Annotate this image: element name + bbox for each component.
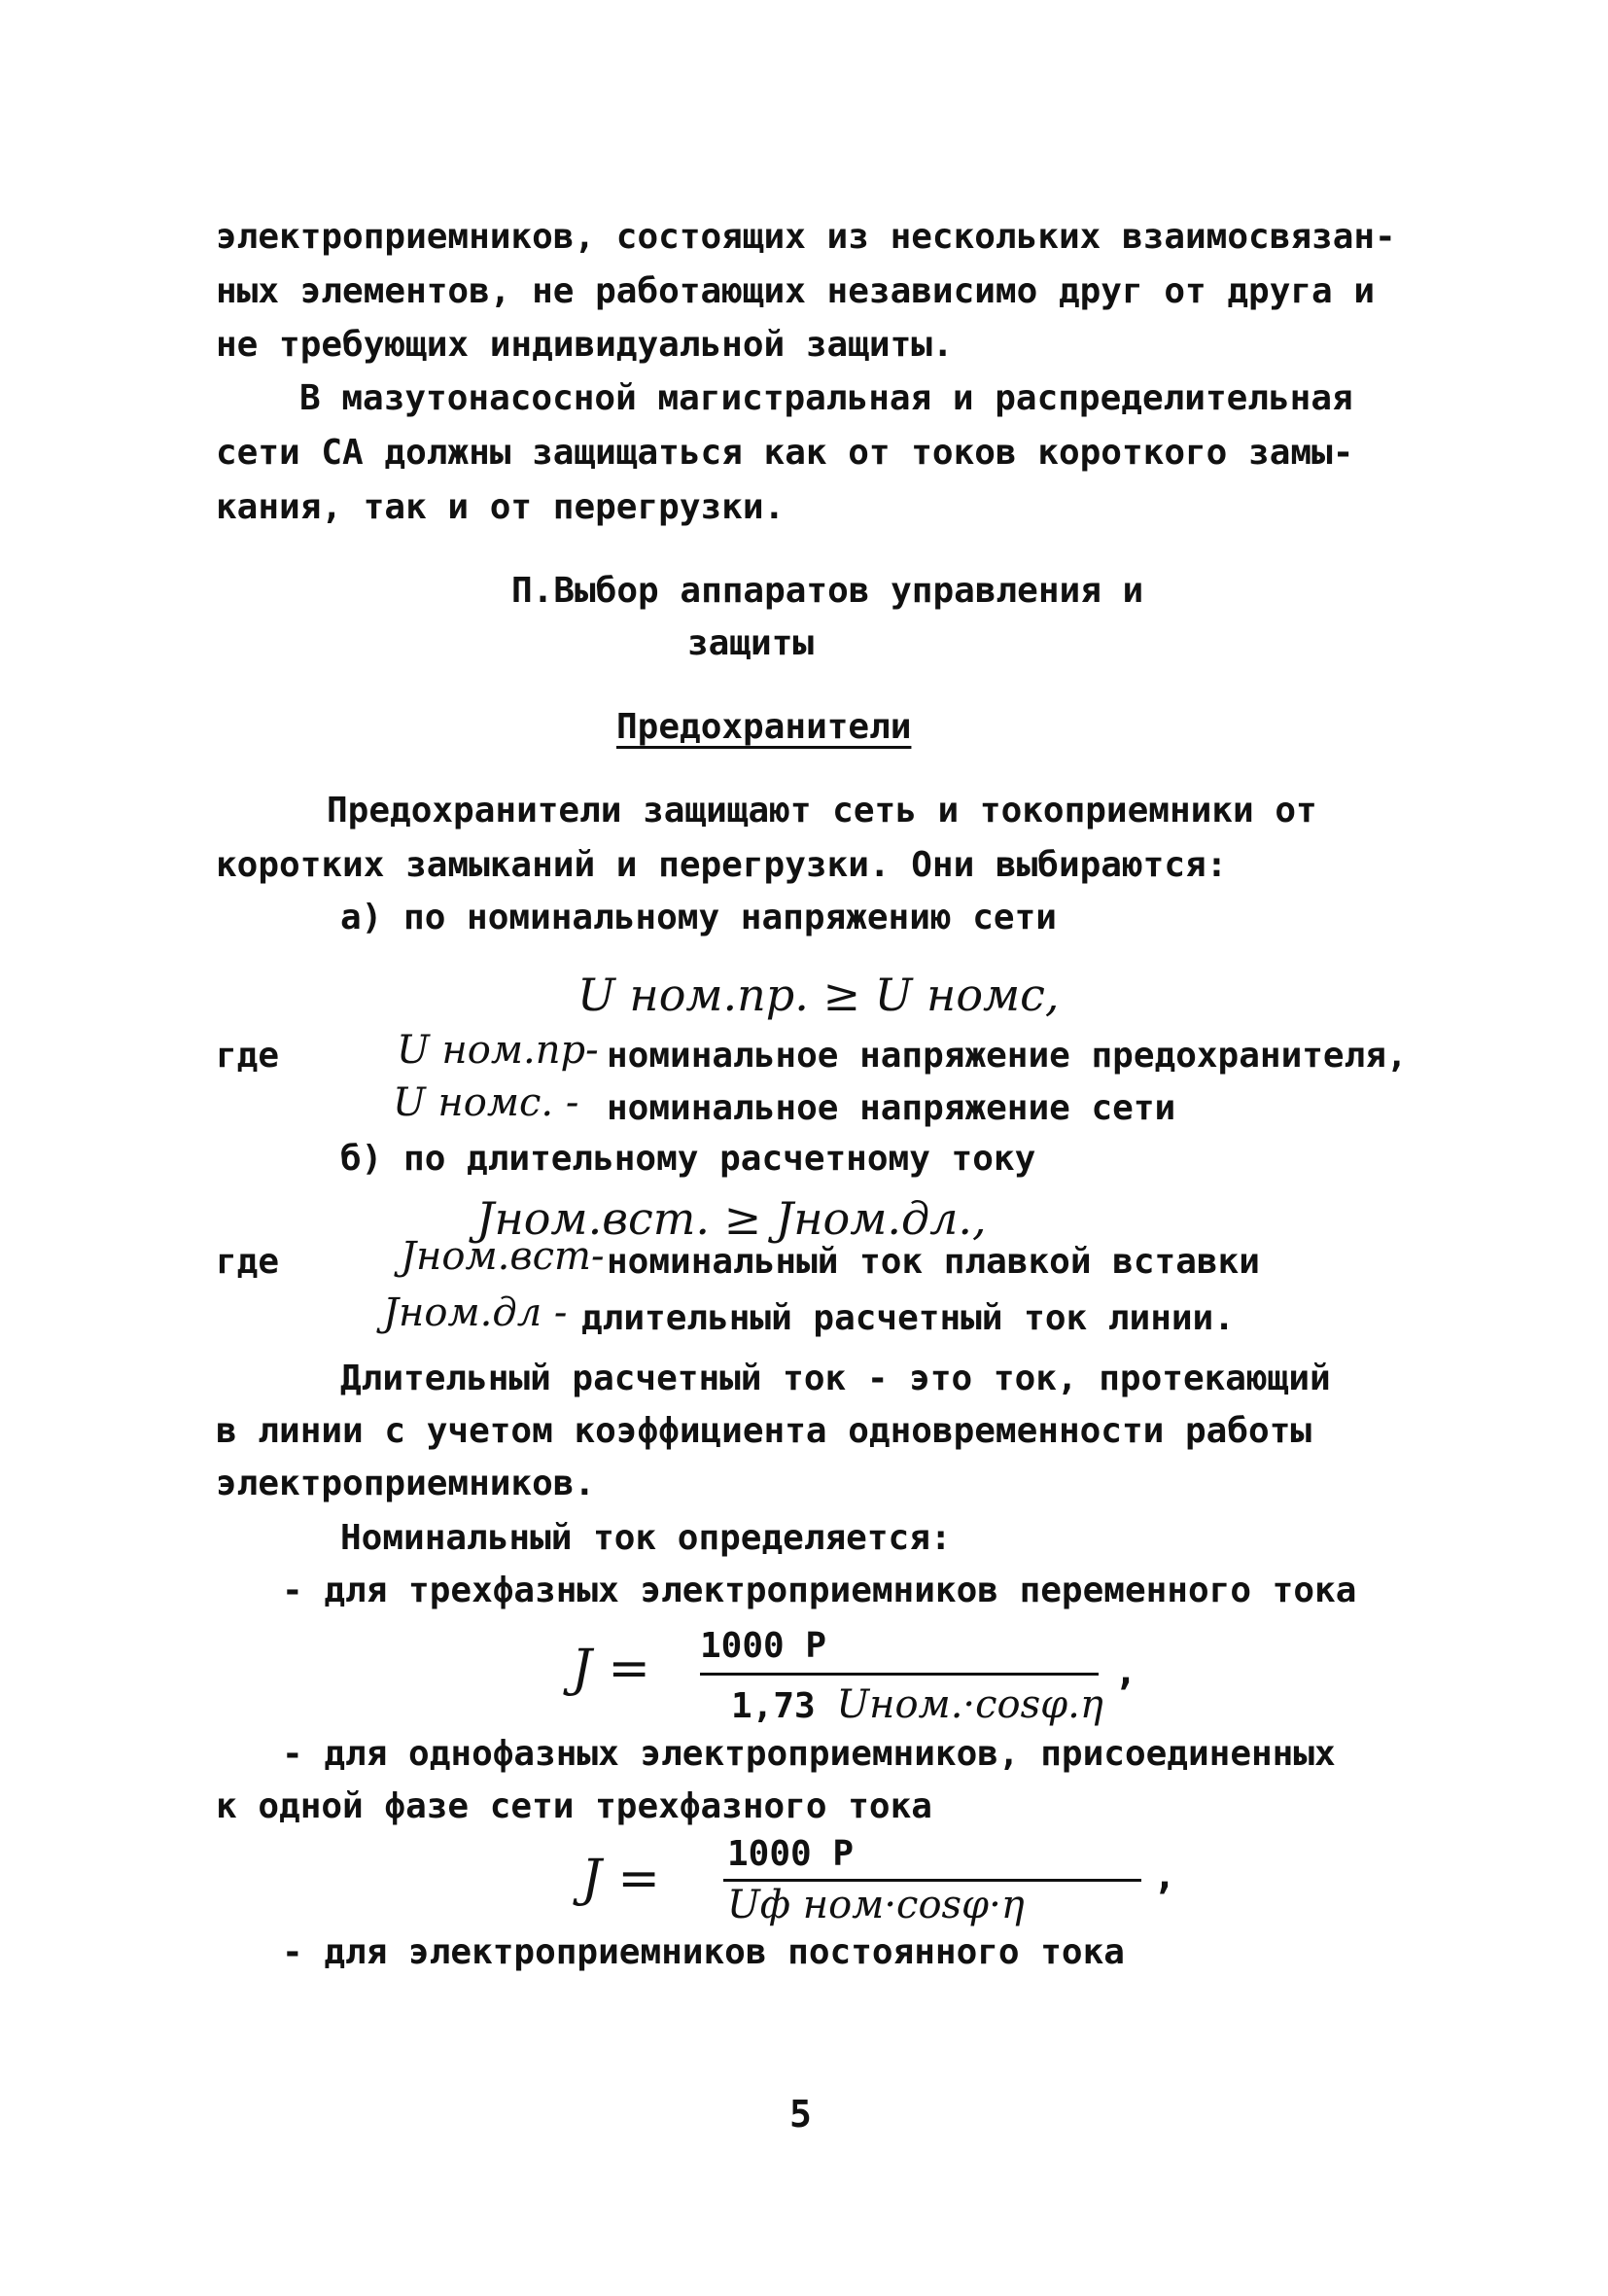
current-def2-symbol: Jном.дл - [383,1290,568,1335]
paragraph2-line1: В мазутонасосной магистральная и распределительная [299,378,1353,418]
paragraph1-line1: электроприемников, состоящих из нескольких взаимосвязан- [216,217,1396,257]
three-phase-denominator-prefix: 1,73 [731,1686,816,1726]
section-heading-line1: П.Выбор аппаратов управления и [511,571,1144,611]
current-def1-text: номинальный ток плавкой вставки [607,1242,1260,1282]
formula-voltage: U ном.пр. ≥ U номс, [577,969,1060,1021]
paragraph4-line3: электроприемников. [216,1464,596,1503]
three-phase-numerator: 1000 P [700,1626,827,1666]
voltage-def1-symbol: U ном.пр- [397,1028,599,1073]
current-def2-text: длительный расчетный ток линии. [581,1298,1235,1338]
paragraph1-line3: не требующих индивидуальной защиты. [216,325,954,365]
three-phase-denominator-expr: Uном.·cosφ.η [836,1682,1103,1727]
where-label-voltage: где [216,1036,280,1076]
paragraph4-line1: Длительный расчетный ток - это ток, протекающий [340,1359,1331,1398]
where-label-current: где [216,1242,280,1282]
three-phase-comma: , [1114,1649,1138,1694]
subheading-fuses: Предохранители [616,707,912,747]
paragraph6-line1: - для однофазных электроприемников, присоединенных [282,1734,1336,1774]
item-a: а) по номинальному напряжению сети [340,898,1057,937]
paragraph3-line2: коротких замыканий и перегрузки. Они выбираются: [216,845,1228,885]
voltage-def1-text: номинальное напряжение предохранителя, [607,1036,1408,1076]
page-number: 5 [789,2093,812,2136]
formula-three-phase [572,1626,1194,1733]
single-phase-comma: , [1153,1854,1177,1898]
paragraph2-line3: кания, так и от перегрузки. [216,487,786,527]
paragraph4-line2: в линии с учетом коэффициента одновременности работы [216,1411,1312,1451]
three-phase-fraction-bar [700,1673,1099,1676]
section-heading-line2: защиты [687,623,815,663]
paragraph3-line1: Предохранители защищают сеть и токоприемники от [327,791,1317,830]
current-def1-symbol: Jном.вст- [401,1234,605,1279]
paragraph5-line1: Номинальный ток определяется: [340,1518,952,1558]
three-phase-lhs: J = [572,1640,650,1698]
single-phase-denominator: Uф ном·cosφ·η [727,1883,1025,1927]
voltage-def2-symbol: U номс. - [393,1080,579,1125]
voltage-def2-text: номинальное напряжение сети [607,1088,1176,1128]
three-phase-denominator [731,1682,1103,1727]
formula-current: Jном.вст. ≥ Jном.дл., [476,1192,987,1245]
single-phase-lhs: J = [581,1850,660,1908]
single-phase-fraction-bar [723,1879,1141,1882]
paragraph7-line1: - для электроприемников постоянного тока [282,1932,1125,1972]
paragraph2-line2: сети СА должны защищаться как от токов короткого замы- [216,433,1354,473]
item-b: б) по длительному расчетному току [340,1139,1036,1179]
paragraph1-line2: ных элементов, не работающих независимо друг от друга и [216,271,1376,311]
paragraph6-line2: к одной фазе сети трехфазного тока [216,1786,932,1826]
formula-single-phase [581,1834,1184,1941]
single-phase-numerator: 1000 P [727,1834,855,1874]
paragraph5-line2: - для трехфазных электроприемников переменного тока [282,1571,1357,1610]
